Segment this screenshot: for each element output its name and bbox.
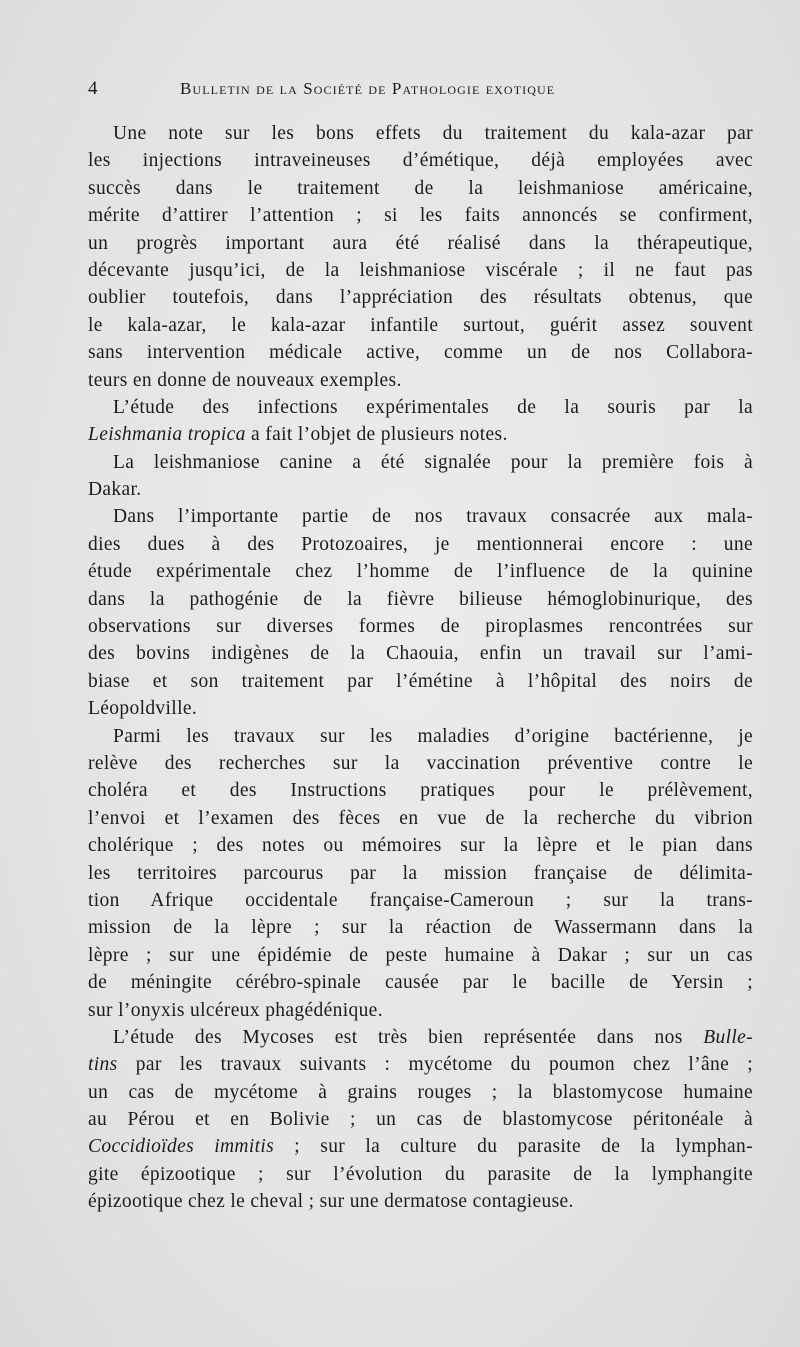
text-line <box>88 887 753 914</box>
line-text: observations sur diverses formes de piroplasmes rencontrées sur <box>88 616 753 638</box>
text-line <box>88 586 753 613</box>
text-line <box>88 367 753 394</box>
text-line <box>88 558 753 585</box>
line-text: le kala-azar, le kala-azar infantile surtout, guérit assez souvent <box>88 314 753 336</box>
text-line <box>88 805 753 832</box>
text-line <box>88 394 753 421</box>
line-text: au Pérou et en Bolivie ; un cas de blastomycose péritonéale à <box>88 1109 753 1131</box>
text-line <box>88 969 753 996</box>
line-text: les territoires parcourus par la mission française de délimita- <box>88 862 753 884</box>
line-text: les injections intraveineuses d’émétique, déjà employées avec <box>88 150 753 172</box>
running-head: Bulletin de la Société de Pathologie exotique <box>180 79 556 98</box>
text-line <box>88 832 753 859</box>
text-line <box>88 723 753 750</box>
line-text: lèpre ; sur une épidémie de peste humaine à Dakar ; sur un cas <box>88 944 753 966</box>
line-text: sur l’onyxis ulcéreux phagédénique. <box>88 999 383 1021</box>
text-line <box>88 284 753 311</box>
text-line <box>88 449 753 476</box>
text-line <box>88 695 753 722</box>
line-text: décevante jusqu’ici, de la leishmaniose viscérale ; il ne faut pas <box>88 259 753 281</box>
line-text: des bovins indigènes de la Chaouia, enfin un travail sur l’ami- <box>88 643 753 665</box>
text-line <box>88 750 753 777</box>
text-line <box>88 860 753 887</box>
text-line <box>88 312 753 339</box>
line-text: de méningite cérébro-spinale causée par le bacille de Yersin ; <box>88 972 753 994</box>
text-line <box>88 120 753 147</box>
line-text: gite épizootique ; sur l’évolution du parasite de la lymphangite <box>88 1163 753 1185</box>
text-line <box>88 257 753 284</box>
line-text: cholérique ; des notes ou mémoires sur la lèpre et le pian dans <box>88 835 753 857</box>
line-text: succès dans le traitement de la leishmaniose américaine, <box>88 177 753 199</box>
text-line <box>88 531 753 558</box>
line-text: mission de la lèpre ; sur la réaction de Wassermann dans la <box>88 917 753 939</box>
line-text: biase et son traitement par l’émétine à l’hôpital des noirs de <box>88 670 753 692</box>
line-text: teurs en donne de nouveaux exemples. <box>88 369 402 391</box>
line-text: Dans l’importante partie de nos travaux consacrée aux mala- <box>113 506 753 528</box>
text-line <box>88 1051 753 1078</box>
line-text: ; sur la culture du parasite de la lymphan- <box>274 1136 753 1158</box>
line-text: tion Afrique occidentale française-Cameroun ; sur la trans- <box>88 889 753 911</box>
line-text: épizootique chez le cheval ; sur une dermatose contagieuse. <box>88 1191 574 1213</box>
line-text: La leishmaniose canine a été signalée pour la première fois à <box>113 451 753 473</box>
text-line <box>88 914 753 941</box>
line-text: a fait l’objet de plusieurs notes. <box>245 424 508 446</box>
line-text: L’étude des infections expérimentales de la souris par la <box>113 396 753 418</box>
text-line <box>88 339 753 366</box>
text-line <box>88 1133 753 1160</box>
italic-text: Coccidioïdes immitis <box>88 1136 275 1158</box>
text-line <box>88 202 753 229</box>
body-text <box>88 120 753 1216</box>
text-line <box>88 613 753 640</box>
page-header <box>88 76 740 102</box>
text-line <box>88 476 753 503</box>
text-line <box>88 175 753 202</box>
line-text: oublier toutefois, dans l’appréciation des résultats obtenus, que <box>88 287 753 309</box>
line-text: L’étude des Mycoses est très bien représentée dans nos <box>113 1026 704 1048</box>
line-text: Léopoldville. <box>88 698 198 720</box>
line-text: Parmi les travaux sur les maladies d’origine bactérienne, je <box>113 725 753 747</box>
text-line <box>88 777 753 804</box>
text-line <box>88 147 753 174</box>
line-text: étude expérimentale chez l’homme de l’influence de la quinine <box>88 561 753 583</box>
text-line <box>88 997 753 1024</box>
line-text: dans la pathogénie de la fièvre bilieuse hémoglobinurique, des <box>88 588 753 610</box>
line-text: dies dues à des Protozoaires, je mentionnerai encore : une <box>88 533 753 555</box>
line-text: un cas de mycétome à grains rouges ; la blastomycose humaine <box>88 1081 753 1103</box>
text-line <box>88 230 753 257</box>
line-text: Une note sur les bons effets du traitement du kala-azar par <box>113 123 753 144</box>
text-line <box>88 640 753 667</box>
italic-text: Leishmania tropica <box>88 424 246 446</box>
text-line <box>88 942 753 969</box>
line-text: Dakar. <box>88 479 142 501</box>
text-line <box>88 1106 753 1133</box>
line-text: par les travaux suivants : mycétome du poumon chez l’âne ; <box>117 1054 753 1076</box>
line-text: sans intervention médicale active, comme un de nos Collabora- <box>88 342 753 364</box>
text-line <box>88 668 753 695</box>
line-text: relève des recherches sur la vaccination préventive contre le <box>88 752 753 774</box>
italic-text: Bulle- <box>703 1026 753 1048</box>
italic-text: tins <box>88 1054 118 1076</box>
text-line <box>88 1079 753 1106</box>
line-text: choléra et des Instructions pratiques pour le prélèvement, <box>88 780 753 802</box>
text-line <box>88 1188 753 1215</box>
line-text: l’envoi et l’examen des fèces en vue de la recherche du vibrion <box>88 807 753 829</box>
line-text: un progrès important aura été réalisé dans la thérapeutique, <box>88 232 753 254</box>
text-line <box>88 1161 753 1188</box>
text-line <box>88 421 753 448</box>
page-number: 4 <box>88 78 98 99</box>
line-text: mérite d’attirer l’attention ; si les faits annoncés se confirment, <box>88 205 753 227</box>
text-line <box>88 1024 753 1051</box>
text-line <box>88 503 753 530</box>
